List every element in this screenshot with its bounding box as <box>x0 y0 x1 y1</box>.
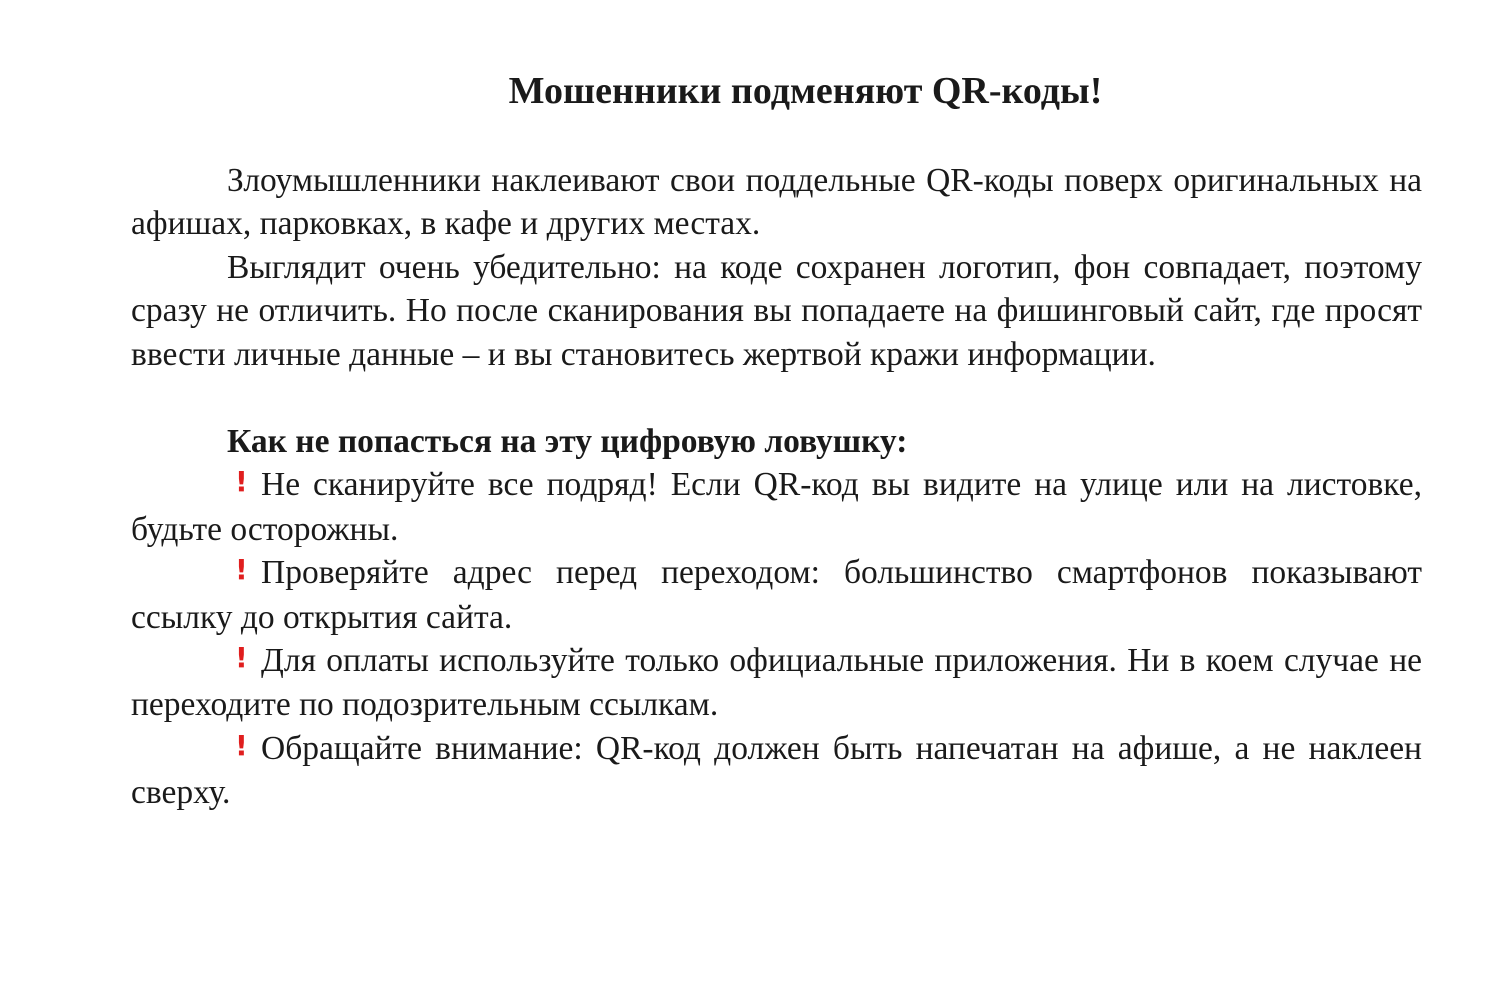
tip-item <box>131 463 1422 551</box>
tips-heading: Как не попасться на эту цифровую ловушку: <box>227 423 908 461</box>
red-exclamation-icon: ! <box>235 553 248 587</box>
red-exclamation-icon: ! <box>235 641 248 675</box>
document <box>131 0 1422 815</box>
page-title: Мошенники подменяют QR-коды! <box>508 70 1103 112</box>
tip-item <box>131 551 1422 639</box>
intro-paragraph: Злоумышленники наклеивают свои поддельные QR-коды поверх оригинальных на афишах, парковках, в кафе и других местах. <box>131 162 1422 243</box>
tip-text: Для оплаты используйте только официальные приложения. Ни в коем случае не переходите по подозрительным ссылкам. <box>131 642 1422 724</box>
tip-text: Обращайте внимание: QR-код должен быть напечатан на афише, а не наклеен сверху. <box>131 729 1422 812</box>
tip-item <box>131 727 1422 815</box>
tip-item <box>131 639 1422 727</box>
tip-text: Не сканируйте все подряд! Если QR-код вы видите на улице или на листовке, будьте осторожны. <box>131 466 1422 548</box>
red-exclamation-icon: ! <box>235 728 248 762</box>
explanation-paragraph: Выглядит очень убедительно: на коде сохранен логотип, фон совпадает, поэтому сразу не отличить. Но после сканирования вы попадаете на фишинговый сайт, где просят ввести личные данные – и вы становитесь жертвой кражи информации. <box>131 248 1422 373</box>
tip-text: Проверяйте адрес перед переходом: большинство смартфонов показывают ссылку до открытия сайта. <box>131 554 1422 636</box>
red-exclamation-icon: ! <box>235 465 248 499</box>
